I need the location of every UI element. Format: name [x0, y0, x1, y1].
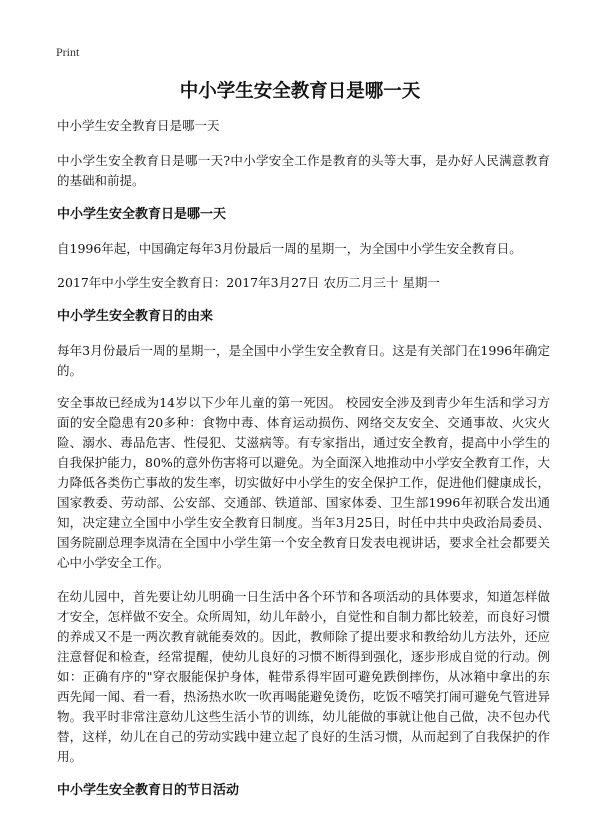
- print-label: Print: [56, 45, 80, 59]
- origin-paragraph: 每年3月份最后一周的星期一，是全国中小学生安全教育日。这是有关部门在1996年确定的。: [57, 343, 550, 378]
- page-title: 中小学生安全教育日是哪一天: [179, 81, 421, 102]
- section-heading-activities: 中小学生安全教育日的节日活动: [57, 783, 240, 798]
- date-paragraph: 自1996年起，中国确定每年3月份最后一周的星期一，为全国中小学生安全教育日。: [57, 241, 522, 256]
- section-heading-date: 中小学生安全教育日是哪一天: [57, 207, 227, 222]
- intro-paragraph: 中小学生安全教育日是哪一天?中小学安全工作是教育的头等大事，是办好人民满意教育的基础和前提。: [57, 153, 550, 188]
- intro-line: 中小学生安全教育日是哪一天: [57, 118, 220, 133]
- section-heading-origin: 中小学生安全教育日的由来: [57, 309, 214, 324]
- kindergarten-paragraph: 在幼儿园中，首先要让幼儿明确一日生活中各个环节和各项活动的具体要求，知道怎样做才安全，怎样做不安全。众所周知，幼儿年龄小，自觉性和自制力都比较差，而良好习惯的养成又不是一两次教育就能奏效的。因此，教师除了提出要求和教给幼儿方法外，还应注意督促和检查，经常提醒，使幼儿良好的习惯不断得到强化，逐步形成自觉的行动。例如：正确有序的"穿衣服能保护身体，鞋带系得牢固可避免跌倒摔伤，从冰箱中拿出的东西先闻一闻、看一看，热汤热水吹一吹再喝能避免烫伤，吃饭不嘻笑打闹可避免气管进异物。我平时非常注意幼儿这些生活小节的训练，幼儿能做的事就让他自己做，决不包办代替，这样，幼儿在自己的劳动实践中建立起了良好的生活习惯，从而起到了自我保护的作用。: [57, 589, 550, 764]
- safety-paragraph: 安全事故已经成为14岁以下少年儿童的第一死因。 校园安全涉及到青少年生活和学习方面的安全隐患有20多种：食物中毒、体育运动损伤、网络交友安全、交通事故、火灾火险、溺水、毒品危害、性侵犯、艾滋病等。有专家指出，通过安全教育，提高中小学生的自我保护能力，80%的意外伤害将可以避免。为全面深入地推动中小学安全教育工作，大力降低各类伤亡事故的发生率，切实做好中小学生的安全保护工作，促进他们健康成长，国家教委、劳动部、公安部、交通部、铁道部、国家体委、卫生部1996年初联合发出通知，决定建立全国中小学生安全教育日制度。当年3月25日，时任中共中央政治局委员、国务院副总理李岚清在全国中小学生第一个安全教育日发表电视讲话，要求全社会都要关心中小学安全工作。: [57, 395, 550, 570]
- date-2017-line: 2017年中小学生安全教育日：2017年3月27日 农历二月三十 星期一: [57, 275, 440, 290]
- article-body: [57, 116, 550, 801]
